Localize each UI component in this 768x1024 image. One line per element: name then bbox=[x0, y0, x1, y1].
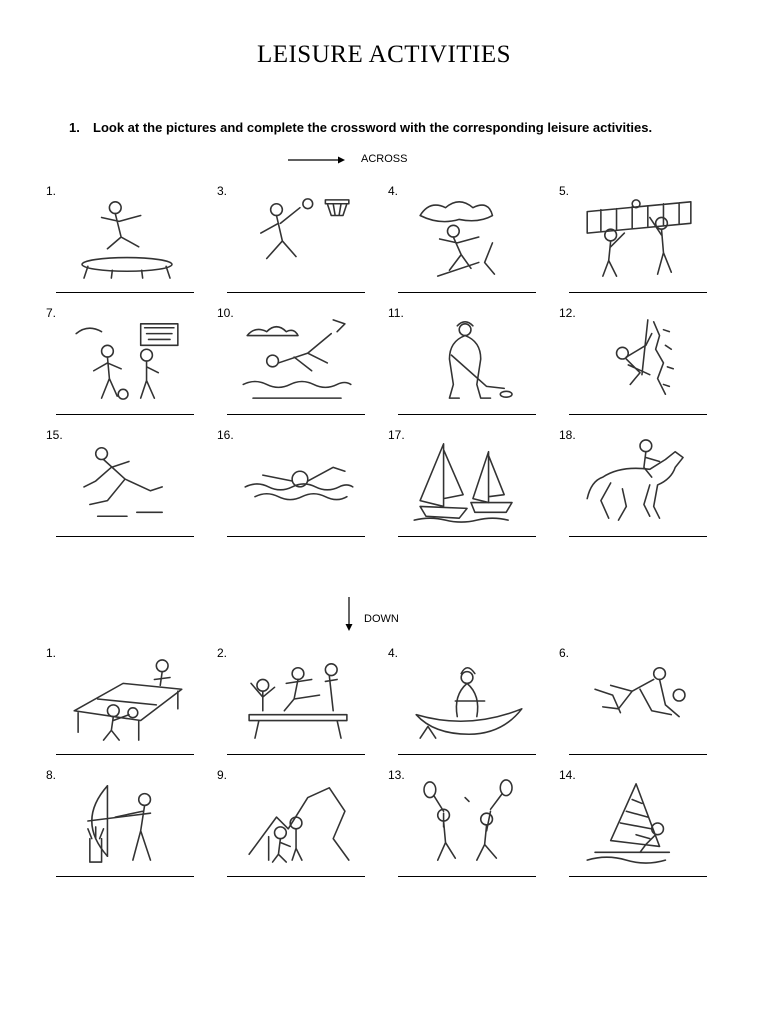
page-title: LEISURE ACTIVITIES bbox=[256, 41, 512, 68]
answer-blank[interactable] bbox=[398, 876, 536, 877]
down-clue-6 bbox=[559, 646, 719, 766]
instruction-number: 1. bbox=[69, 120, 80, 135]
down-clue-1 bbox=[46, 646, 206, 766]
down-label: DOWN bbox=[364, 613, 399, 625]
clue-number: 15. bbox=[46, 428, 63, 442]
arrow-down-icon bbox=[342, 597, 356, 633]
answer-blank[interactable] bbox=[227, 754, 365, 755]
answer-blank[interactable] bbox=[569, 536, 707, 537]
clue-number: 4. bbox=[388, 184, 399, 198]
running-icon bbox=[68, 438, 186, 526]
across-clue-17 bbox=[388, 428, 548, 548]
answer-blank[interactable] bbox=[398, 292, 536, 293]
clue-number: 11. bbox=[388, 306, 404, 320]
arrow-right-icon bbox=[288, 152, 346, 168]
instruction bbox=[69, 120, 652, 135]
trampoline-icon bbox=[68, 194, 186, 282]
answer-blank[interactable] bbox=[398, 536, 536, 537]
volleyball-icon bbox=[581, 194, 699, 282]
down-clue-9 bbox=[217, 768, 377, 888]
answer-blank[interactable] bbox=[398, 754, 536, 755]
down-clue-8 bbox=[46, 768, 206, 888]
ice-hockey-icon bbox=[410, 316, 528, 404]
answer-blank[interactable] bbox=[56, 536, 194, 537]
climbing-icon bbox=[581, 316, 699, 404]
clue-number: 13. bbox=[388, 768, 405, 782]
clue-number: 5. bbox=[559, 184, 570, 198]
clue-number: 2. bbox=[217, 646, 228, 660]
judo-icon bbox=[581, 656, 699, 744]
answer-blank[interactable] bbox=[569, 414, 707, 415]
across-clue-5 bbox=[559, 184, 719, 304]
clue-number: 18. bbox=[559, 428, 576, 442]
answer-blank[interactable] bbox=[56, 414, 194, 415]
clue-number: 7. bbox=[46, 306, 57, 320]
across-clue-7 bbox=[46, 306, 206, 426]
clue-number: 8. bbox=[46, 768, 57, 782]
across-clue-1 bbox=[46, 184, 206, 304]
clue-number: 1. bbox=[46, 646, 57, 660]
clue-number: 16. bbox=[217, 428, 234, 442]
answer-blank[interactable] bbox=[56, 292, 194, 293]
clue-number: 12. bbox=[559, 306, 576, 320]
basketball-icon bbox=[239, 194, 357, 282]
clue-number: 1. bbox=[46, 184, 57, 198]
windsurfing-icon bbox=[581, 778, 699, 866]
clue-number: 10. bbox=[217, 306, 234, 320]
clue-number: 6. bbox=[559, 646, 570, 660]
archery-icon bbox=[68, 778, 186, 866]
sailing-icon bbox=[410, 438, 528, 526]
across-clue-3 bbox=[217, 184, 377, 304]
diving-icon bbox=[239, 316, 357, 404]
answer-blank[interactable] bbox=[56, 876, 194, 877]
answer-blank[interactable] bbox=[227, 292, 365, 293]
across-label: ACROSS bbox=[361, 153, 408, 165]
gymnastics-icon bbox=[239, 656, 357, 744]
across-clue-10 bbox=[217, 306, 377, 426]
across-clue-18 bbox=[559, 428, 719, 548]
swimming-icon bbox=[239, 438, 357, 526]
across-clue-15 bbox=[46, 428, 206, 548]
answer-blank[interactable] bbox=[227, 414, 365, 415]
down-clue-2 bbox=[217, 646, 377, 766]
answer-blank[interactable] bbox=[569, 292, 707, 293]
answer-blank[interactable] bbox=[569, 876, 707, 877]
answer-blank[interactable] bbox=[569, 754, 707, 755]
answer-blank[interactable] bbox=[227, 876, 365, 877]
clue-number: 17. bbox=[388, 428, 405, 442]
answer-blank[interactable] bbox=[227, 536, 365, 537]
clue-number: 14. bbox=[559, 768, 576, 782]
football-icon bbox=[68, 316, 186, 404]
badminton-icon bbox=[410, 778, 528, 866]
across-clue-16 bbox=[217, 428, 377, 548]
clue-number: 4. bbox=[388, 646, 399, 660]
hiking-icon bbox=[239, 778, 357, 866]
clue-number: 3. bbox=[217, 184, 228, 198]
clue-number: 9. bbox=[217, 768, 228, 782]
canoeing-icon bbox=[410, 656, 528, 744]
down-clue-13 bbox=[388, 768, 548, 888]
skiing-icon bbox=[410, 194, 528, 282]
answer-blank[interactable] bbox=[56, 754, 194, 755]
answer-blank[interactable] bbox=[398, 414, 536, 415]
across-clue-4 bbox=[388, 184, 548, 304]
instruction-text: Look at the pictures and complete the crossword with the corresponding leisure activities. bbox=[93, 120, 653, 135]
horse-riding-icon bbox=[581, 438, 699, 526]
across-clue-12 bbox=[559, 306, 719, 426]
table-tennis-icon bbox=[68, 656, 186, 744]
across-clue-11 bbox=[388, 306, 548, 426]
down-clue-14 bbox=[559, 768, 719, 888]
down-clue-4 bbox=[388, 646, 548, 766]
